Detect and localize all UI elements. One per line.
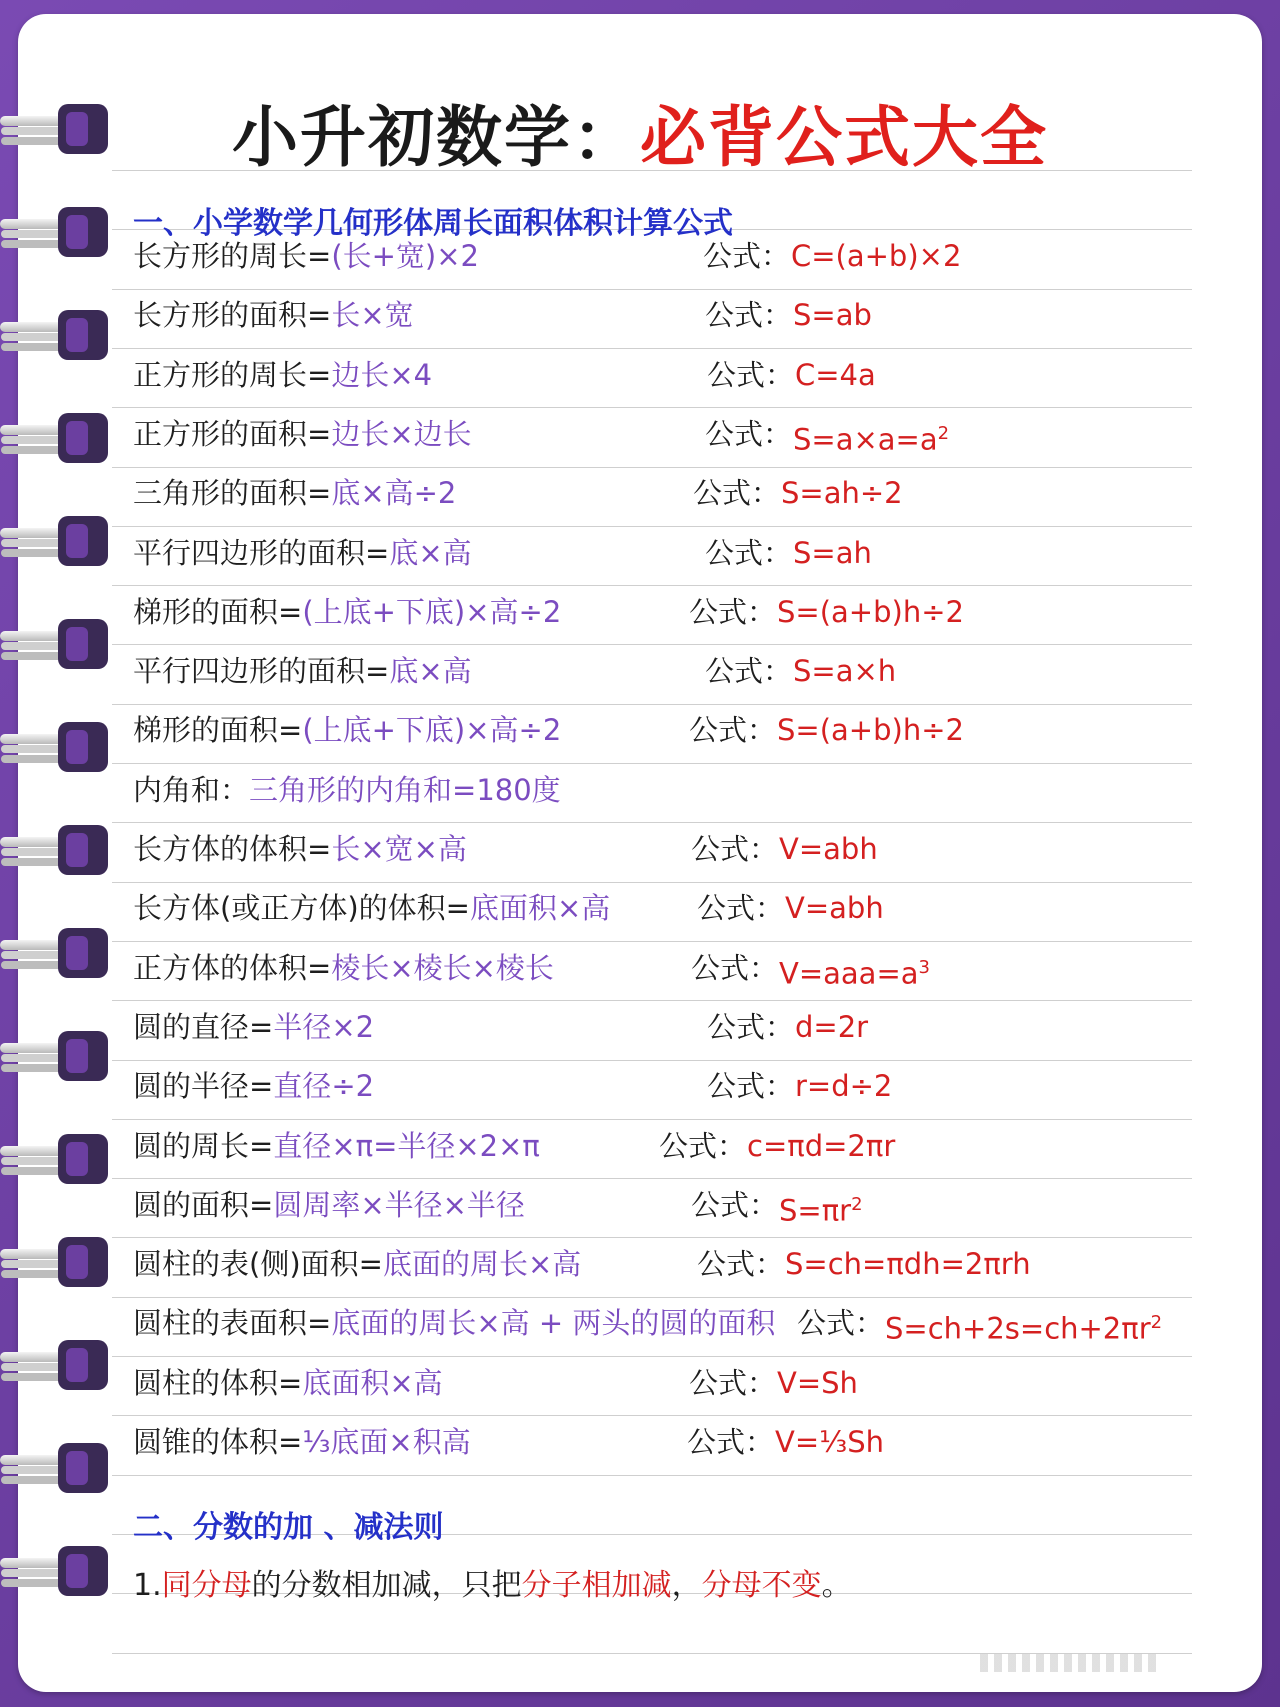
- formula-key: 公式：: [691, 950, 779, 985]
- section-heading-geometry: 一、小学数学几何形体周长面积体积计算公式: [133, 206, 733, 241]
- formula-description: 底面积×高: [302, 1365, 443, 1400]
- formula-expression: [779, 825, 878, 873]
- formula-expression-text: S=(a+b)h÷2: [777, 594, 964, 629]
- binding-ring: [0, 716, 112, 772]
- formula-key: 公式：: [659, 1128, 747, 1163]
- formula-exponent: 2: [1150, 1312, 1163, 1334]
- formula-key: 公式：: [707, 1069, 795, 1104]
- formula-row: [133, 766, 1243, 814]
- formula-expression-text: c=πd=2πr: [747, 1128, 896, 1163]
- formula-key: 公式：: [697, 1247, 785, 1282]
- formula-row: [133, 1359, 1243, 1407]
- formula-row: [133, 351, 1243, 399]
- formula-expression-text: V=aaa=a: [779, 956, 919, 991]
- formula-key: 公式：: [693, 476, 781, 511]
- formula-description: 边长×边长: [331, 416, 472, 451]
- formula-expression-text: d=2r: [795, 1009, 869, 1044]
- formula-expression: [779, 944, 930, 998]
- formula-expression: [785, 884, 884, 932]
- formula-expression-text: C=(a+b)×2: [791, 239, 962, 273]
- formula-expression: [785, 1240, 1031, 1288]
- formula-expression-text: S=(a+b)h÷2: [777, 713, 964, 748]
- formula-exponent: 2: [937, 422, 950, 444]
- ruled-line: [112, 289, 1192, 290]
- formula-expression-text: S=ch+2s=ch+2πr: [885, 1312, 1151, 1347]
- formula-description: 长×宽: [331, 298, 414, 333]
- formula-description: 三角形的内角和=180度: [249, 772, 561, 807]
- formula-description: 底面的周长×高: [382, 1247, 582, 1282]
- formula-key: 公式：: [705, 654, 793, 689]
- formula-key: 公式：: [707, 1009, 795, 1044]
- formula-expression: [885, 1299, 1162, 1353]
- formula-expression: [795, 351, 876, 399]
- rule-text: 。: [821, 1568, 852, 1603]
- formula-description: (上底+下底)×高÷2: [302, 594, 562, 629]
- ruled-line: [112, 1415, 1192, 1416]
- formula-label: 长方体(或正方体)的体积=: [133, 891, 470, 926]
- formula-description: 底面积×高: [469, 891, 611, 926]
- formula-key: 公式：: [691, 832, 779, 866]
- formula-key: 公式：: [705, 416, 793, 451]
- formula-description: 底×高: [389, 654, 472, 689]
- rule-number: 1.: [133, 1568, 162, 1603]
- formula-key: 公式：: [705, 298, 793, 333]
- formula-description: 棱长×棱长×棱长: [331, 950, 554, 985]
- formula-expression-text: S=ah÷2: [781, 476, 903, 511]
- formula-label: 圆的直径=: [133, 1009, 274, 1044]
- rule-text: 的分数相加减，只把: [251, 1568, 522, 1603]
- formula-label: 正方形的面积=: [133, 416, 332, 451]
- formula-expression: [795, 1003, 868, 1051]
- formula-description: (长+宽)×2: [331, 239, 479, 273]
- formula-expression: [795, 1062, 892, 1110]
- formula-expression-text: S=a×h: [793, 654, 897, 689]
- formula-label: 圆的半径=: [133, 1069, 274, 1104]
- formula-description: 底×高÷2: [331, 476, 457, 511]
- ruled-line: [112, 941, 1192, 942]
- formula-row: [133, 588, 1243, 636]
- formula-key: 公式：: [689, 713, 777, 748]
- formula-label: 正方形的周长=: [133, 357, 332, 392]
- ruled-line: [112, 1000, 1192, 1001]
- ruled-line: [112, 407, 1192, 408]
- title-part-black: 小升初数学：: [232, 98, 640, 176]
- formula-label: 平行四边形的面积=: [133, 654, 390, 689]
- ruled-line: [112, 1060, 1192, 1061]
- formula-label: 圆的面积=: [133, 1187, 274, 1222]
- formula-description: 底×高: [389, 535, 472, 570]
- formula-description: 直径÷2: [273, 1069, 375, 1104]
- formula-row: [133, 825, 1243, 873]
- formula-description: 直径×π=半径×2×π: [273, 1128, 540, 1163]
- formula-row: [133, 1062, 1243, 1110]
- formula-expression-text: V=abh: [785, 891, 884, 926]
- formula-expression: [793, 410, 949, 464]
- formula-key: 公式：: [689, 594, 777, 629]
- formula-expression: [793, 529, 872, 577]
- page-title: [0, 92, 1280, 182]
- formula-expression-text: S=πr: [779, 1193, 852, 1228]
- formula-description: 圆周率×半径×半径: [273, 1187, 525, 1222]
- binding-ring: [0, 1231, 112, 1287]
- binding-ring: [0, 1334, 112, 1390]
- formula-label: 三角形的面积=: [133, 476, 332, 511]
- formula-key: 公式：: [797, 1306, 885, 1341]
- formula-description: 底面的周长×高 + 两头的圆的面积: [331, 1306, 776, 1341]
- binding-ring: [0, 304, 112, 360]
- ruled-line: [112, 822, 1192, 823]
- ruled-line: [112, 1119, 1192, 1120]
- binding-ring: [0, 1128, 112, 1184]
- binding-ring: [0, 1025, 112, 1081]
- rule-text: ，: [671, 1568, 702, 1603]
- formula-row: [133, 1240, 1243, 1288]
- formula-key: 公式：: [697, 891, 785, 926]
- formula-expression: [781, 469, 903, 517]
- formula-row: [133, 410, 1243, 458]
- formula-expression-text: S=a×a=a: [793, 422, 938, 457]
- formula-row: [133, 1003, 1243, 1051]
- formula-label: 长方形的周长=: [133, 239, 332, 273]
- ruled-line: [112, 348, 1192, 349]
- formula-description: 长×宽×高: [331, 832, 467, 866]
- formula-row: [133, 1418, 1243, 1466]
- formula-expression-text: S=ch=πdh=2πrh: [785, 1247, 1031, 1282]
- formula-expression: [779, 1181, 863, 1235]
- ruled-line: [112, 1475, 1192, 1476]
- formula-key: 公式：: [691, 1187, 779, 1222]
- formula-label: 内角和：: [133, 772, 250, 807]
- formula-key: 公式：: [703, 239, 791, 273]
- binding-ring: [0, 1437, 112, 1493]
- binding-ring: [0, 613, 112, 669]
- formula-expression-text: r=d÷2: [795, 1069, 893, 1104]
- formula-label: 平行四边形的面积=: [133, 535, 390, 570]
- formula-description: ⅓底面×积高: [302, 1425, 471, 1459]
- formula-row: [133, 1181, 1243, 1229]
- formula-label: 圆的周长=: [133, 1128, 274, 1163]
- formula-label: 梯形的面积=: [133, 594, 303, 629]
- formula-key: 公式：: [689, 1365, 777, 1400]
- binding-ring: [0, 201, 112, 257]
- formula-expression: [793, 291, 872, 339]
- formula-expression: [791, 232, 961, 280]
- ruled-line: [112, 585, 1192, 586]
- formula-label: 长方体的体积=: [133, 832, 332, 866]
- spiral-binding: [0, 0, 120, 1707]
- formula-description: 半径×2: [273, 1009, 375, 1044]
- formula-row: [133, 232, 1243, 280]
- formula-expression-text: S=ah: [793, 535, 872, 570]
- formula-label: 梯形的面积=: [133, 713, 303, 748]
- ruled-line: [112, 1178, 1192, 1179]
- formula-expression-text: V=abh: [779, 832, 878, 866]
- ruled-line: [112, 1237, 1192, 1238]
- section-heading-fractions: 二、分数的加 、减法则: [133, 1510, 444, 1545]
- formula-label: 圆柱的表面积=: [133, 1306, 332, 1341]
- ruled-line: [112, 526, 1192, 527]
- formula-expression-text: C=4a: [795, 357, 876, 392]
- ruled-line: [112, 704, 1192, 705]
- formula-label: 长方形的面积=: [133, 298, 332, 333]
- formula-row: [133, 469, 1243, 517]
- rule-highlight: 分子相加减: [521, 1568, 672, 1603]
- fraction-rule-1: [133, 1562, 852, 1610]
- formula-row: [133, 1299, 1243, 1347]
- binding-ring: [0, 510, 112, 566]
- formula-row: [133, 1122, 1243, 1170]
- formula-row: [133, 291, 1243, 339]
- formula-row: [133, 884, 1243, 932]
- rule-highlight: 分母不变: [701, 1568, 822, 1603]
- formula-row: [133, 529, 1243, 577]
- formula-label: 正方体的体积=: [133, 950, 332, 985]
- formula-row: [133, 647, 1243, 695]
- formula-key: 公式：: [705, 535, 793, 570]
- formula-key: 公式：: [687, 1425, 775, 1459]
- title-part-red: 必背公式大全: [640, 98, 1048, 176]
- formula-label: 圆柱的表(侧)面积=: [133, 1247, 383, 1282]
- formula-expression: [777, 588, 964, 636]
- ruled-line: [112, 763, 1192, 764]
- binding-ring: [0, 1540, 112, 1596]
- binding-ring: [0, 819, 112, 875]
- formula-description: (上底+下底)×高÷2: [302, 713, 562, 748]
- formula-row: [133, 944, 1243, 992]
- ruled-line: [112, 1356, 1192, 1357]
- formula-row: [133, 706, 1243, 754]
- formula-expression-text: S=ab: [793, 298, 872, 333]
- formula-expression-text: V=⅓Sh: [775, 1425, 885, 1459]
- ruled-line: [112, 882, 1192, 883]
- formula-expression: [777, 706, 964, 754]
- formula-expression: [775, 1418, 884, 1466]
- formula-label: 圆锥的体积=: [133, 1425, 303, 1459]
- formula-expression: [793, 647, 896, 695]
- formula-description: 边长×4: [331, 357, 433, 392]
- formula-expression: [747, 1122, 895, 1170]
- formula-label: 圆柱的体积=: [133, 1365, 303, 1400]
- formula-key: 公式：: [707, 357, 795, 392]
- rule-highlight: 同分母: [161, 1568, 252, 1603]
- formula-exponent: 2: [851, 1193, 863, 1215]
- ruled-line: [112, 644, 1192, 645]
- formula-expression: [777, 1359, 858, 1407]
- ruled-line: [112, 1297, 1192, 1298]
- ruled-line: [112, 467, 1192, 468]
- binding-ring: [0, 407, 112, 463]
- watermark-logo: [980, 1654, 1160, 1672]
- formula-exponent: 3: [918, 956, 930, 978]
- binding-ring: [0, 922, 112, 978]
- formula-expression-text: V=Sh: [777, 1365, 858, 1400]
